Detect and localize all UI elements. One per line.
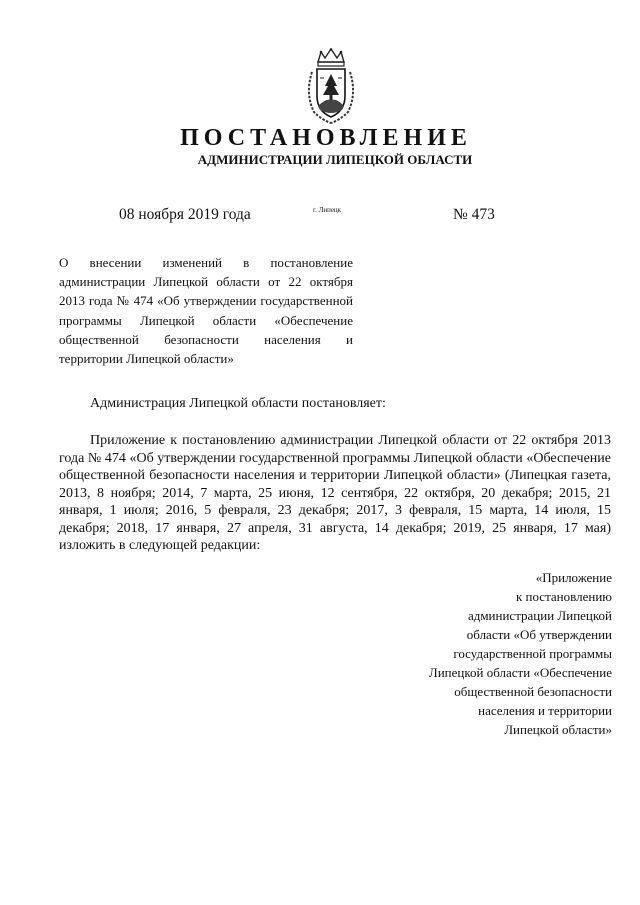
appendix-line: к постановлению bbox=[515, 589, 612, 604]
document-title: ПОСТАНОВЛЕНИЕ bbox=[180, 125, 472, 151]
issuer-name: АДМИНИСТРАЦИИ ЛИПЕЦКОЙ ОБЛАСТИ bbox=[197, 152, 473, 167]
appendix-line: «Приложение bbox=[535, 570, 612, 585]
document-subject: О внесении изменений в постановление администрации Липецкой области от 22 октября 2013 года № 474 «Об утверждении государственной программы Липецкой области «Обеспечение общественной безопасности населения и территории Липецкой области» bbox=[59, 255, 353, 367]
document-place: г. Липецк bbox=[313, 206, 342, 214]
document-date: 08 ноября 2019 года bbox=[119, 206, 251, 223]
appendix-line: Липецкой области» bbox=[504, 722, 612, 737]
appendix-line: области «Об утверждении bbox=[466, 627, 612, 642]
appendix-line: населения и территории bbox=[478, 703, 612, 718]
appendix-line: администрации Липецкой bbox=[467, 608, 612, 623]
appendix-line: Липецкой области «Обеспечение bbox=[428, 665, 612, 680]
coat-of-arms-icon bbox=[304, 48, 358, 124]
resolution-body: Приложение к постановлению администрации Липецкой области от 22 октября 2013 года № 474 «Об утверждении государственной программы Липецкой области «Обеспечение общественной безопасности населения и территории Липецкой области» (Липецкая газета, 2013, 8 ноября; 2014, 7 марта, 25 июня, 12 сентября, 22 октября, 20 декабря; 2015, 21 января, 1 июля; 2016, 5 февраля, 23 декабря; 2017, 3 февраля, 15 марта, 14 июля, 15 декабря; 2018, 17 января, 27 апреля, 31 августа, 14 декабря; 2019, 25 января, 17 мая) изложить в следующей редакции: bbox=[59, 433, 611, 553]
appendix-heading bbox=[352, 568, 612, 739]
document-number: № 473 bbox=[453, 206, 495, 223]
resolution-intro: Администрация Липецкой области постановляет: bbox=[90, 396, 386, 411]
appendix-line: государственной программы bbox=[453, 646, 612, 661]
appendix-line: общественной безопасности bbox=[454, 684, 612, 699]
